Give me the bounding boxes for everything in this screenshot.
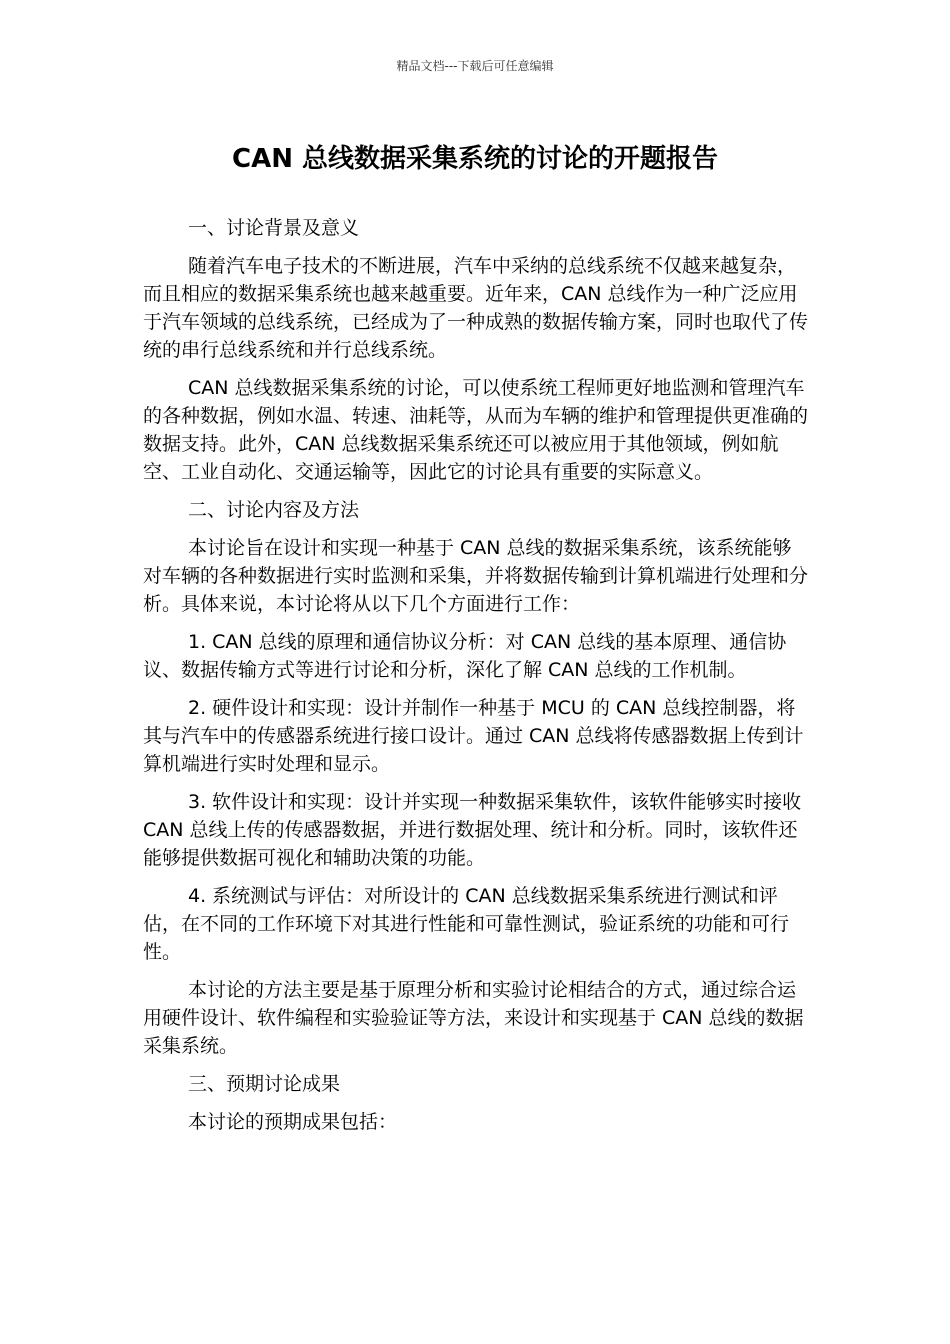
list-item-paragraph: 1. CAN 总线的原理和通信协议分析：对 CAN 总线的基本原理、通信协议、数据传输方式等进行讨论和分析，深化了解 CAN 总线的工作机制。	[143, 631, 787, 681]
page-header-watermark: 精品文档---下载后可任意编辑	[396, 59, 554, 73]
document-title: CAN 总线数据采集系统的讨论的开题报告	[231, 144, 718, 174]
document-body	[143, 214, 808, 1146]
list-item-paragraph: 3. 软件设计和实现：设计并实现一种数据采集软件，该软件能够实时接收 CAN 总线上传的传感器数据，并进行数据处理、统计和分析。同时，该软件还能够提供数据可视化和辅助决策的功能。	[143, 791, 802, 869]
paragraph: 随着汽车电子技术的不断进展，汽车中采纳的总线系统不仅越来越复杂，而且相应的数据采集系统也越来越重要。近年来，CAN 总线作为一种广泛应用于汽车领域的总线系统，已经成为了一种成熟的数据传输方案，同时也取代了传统的串行总线系统和并行总线系统。	[143, 255, 809, 361]
paragraph: 本讨论旨在设计和实现一种基于 CAN 总线的数据采集系统，该系统能够对车辆的各种数据进行实时监测和采集，并将数据传输到计算机端进行处理和分析。具体来说，本讨论将从以下几个方面进行工作：	[143, 537, 809, 615]
list-item-paragraph: 4. 系统测试与评估：对所设计的 CAN 总线数据采集系统进行测试和评估，在不同的工作环境下对其进行性能和可靠性测试，验证系统的功能和可行性。	[143, 885, 790, 963]
paragraph: 本讨论的预期成果包括：	[188, 1111, 398, 1133]
section-heading: 三、预期讨论成果	[188, 1073, 341, 1095]
paragraph: CAN 总线数据采集系统的讨论，可以使系统工程师更好地监测和管理汽车的各种数据，例如水温、转速、油耗等，从而为车辆的维护和管理提供更准确的数据支持。此外，CAN 总线数据采集系统还可以被应用于其他领域，例如航空、工业自动化、交通运输等，因此它的讨论具有重要的实际意义。	[143, 377, 809, 483]
section-heading: 二、讨论内容及方法	[188, 499, 360, 521]
paragraph: 本讨论的方法主要是基于原理分析和实验讨论相结合的方式，通过综合运用硬件设计、软件编程和实验验证等方法，来设计和实现基于 CAN 总线的数据采集系统。	[143, 979, 804, 1057]
list-item-paragraph: 2. 硬件设计和实现：设计并制作一种基于 MCU 的 CAN 总线控制器，将其与汽车中的传感器系统进行接口设计。通过 CAN 总线将传感器数据上传到计算机端进行实时处理和显示。	[143, 697, 804, 775]
section-heading: 一、讨论背景及意义	[188, 217, 360, 239]
